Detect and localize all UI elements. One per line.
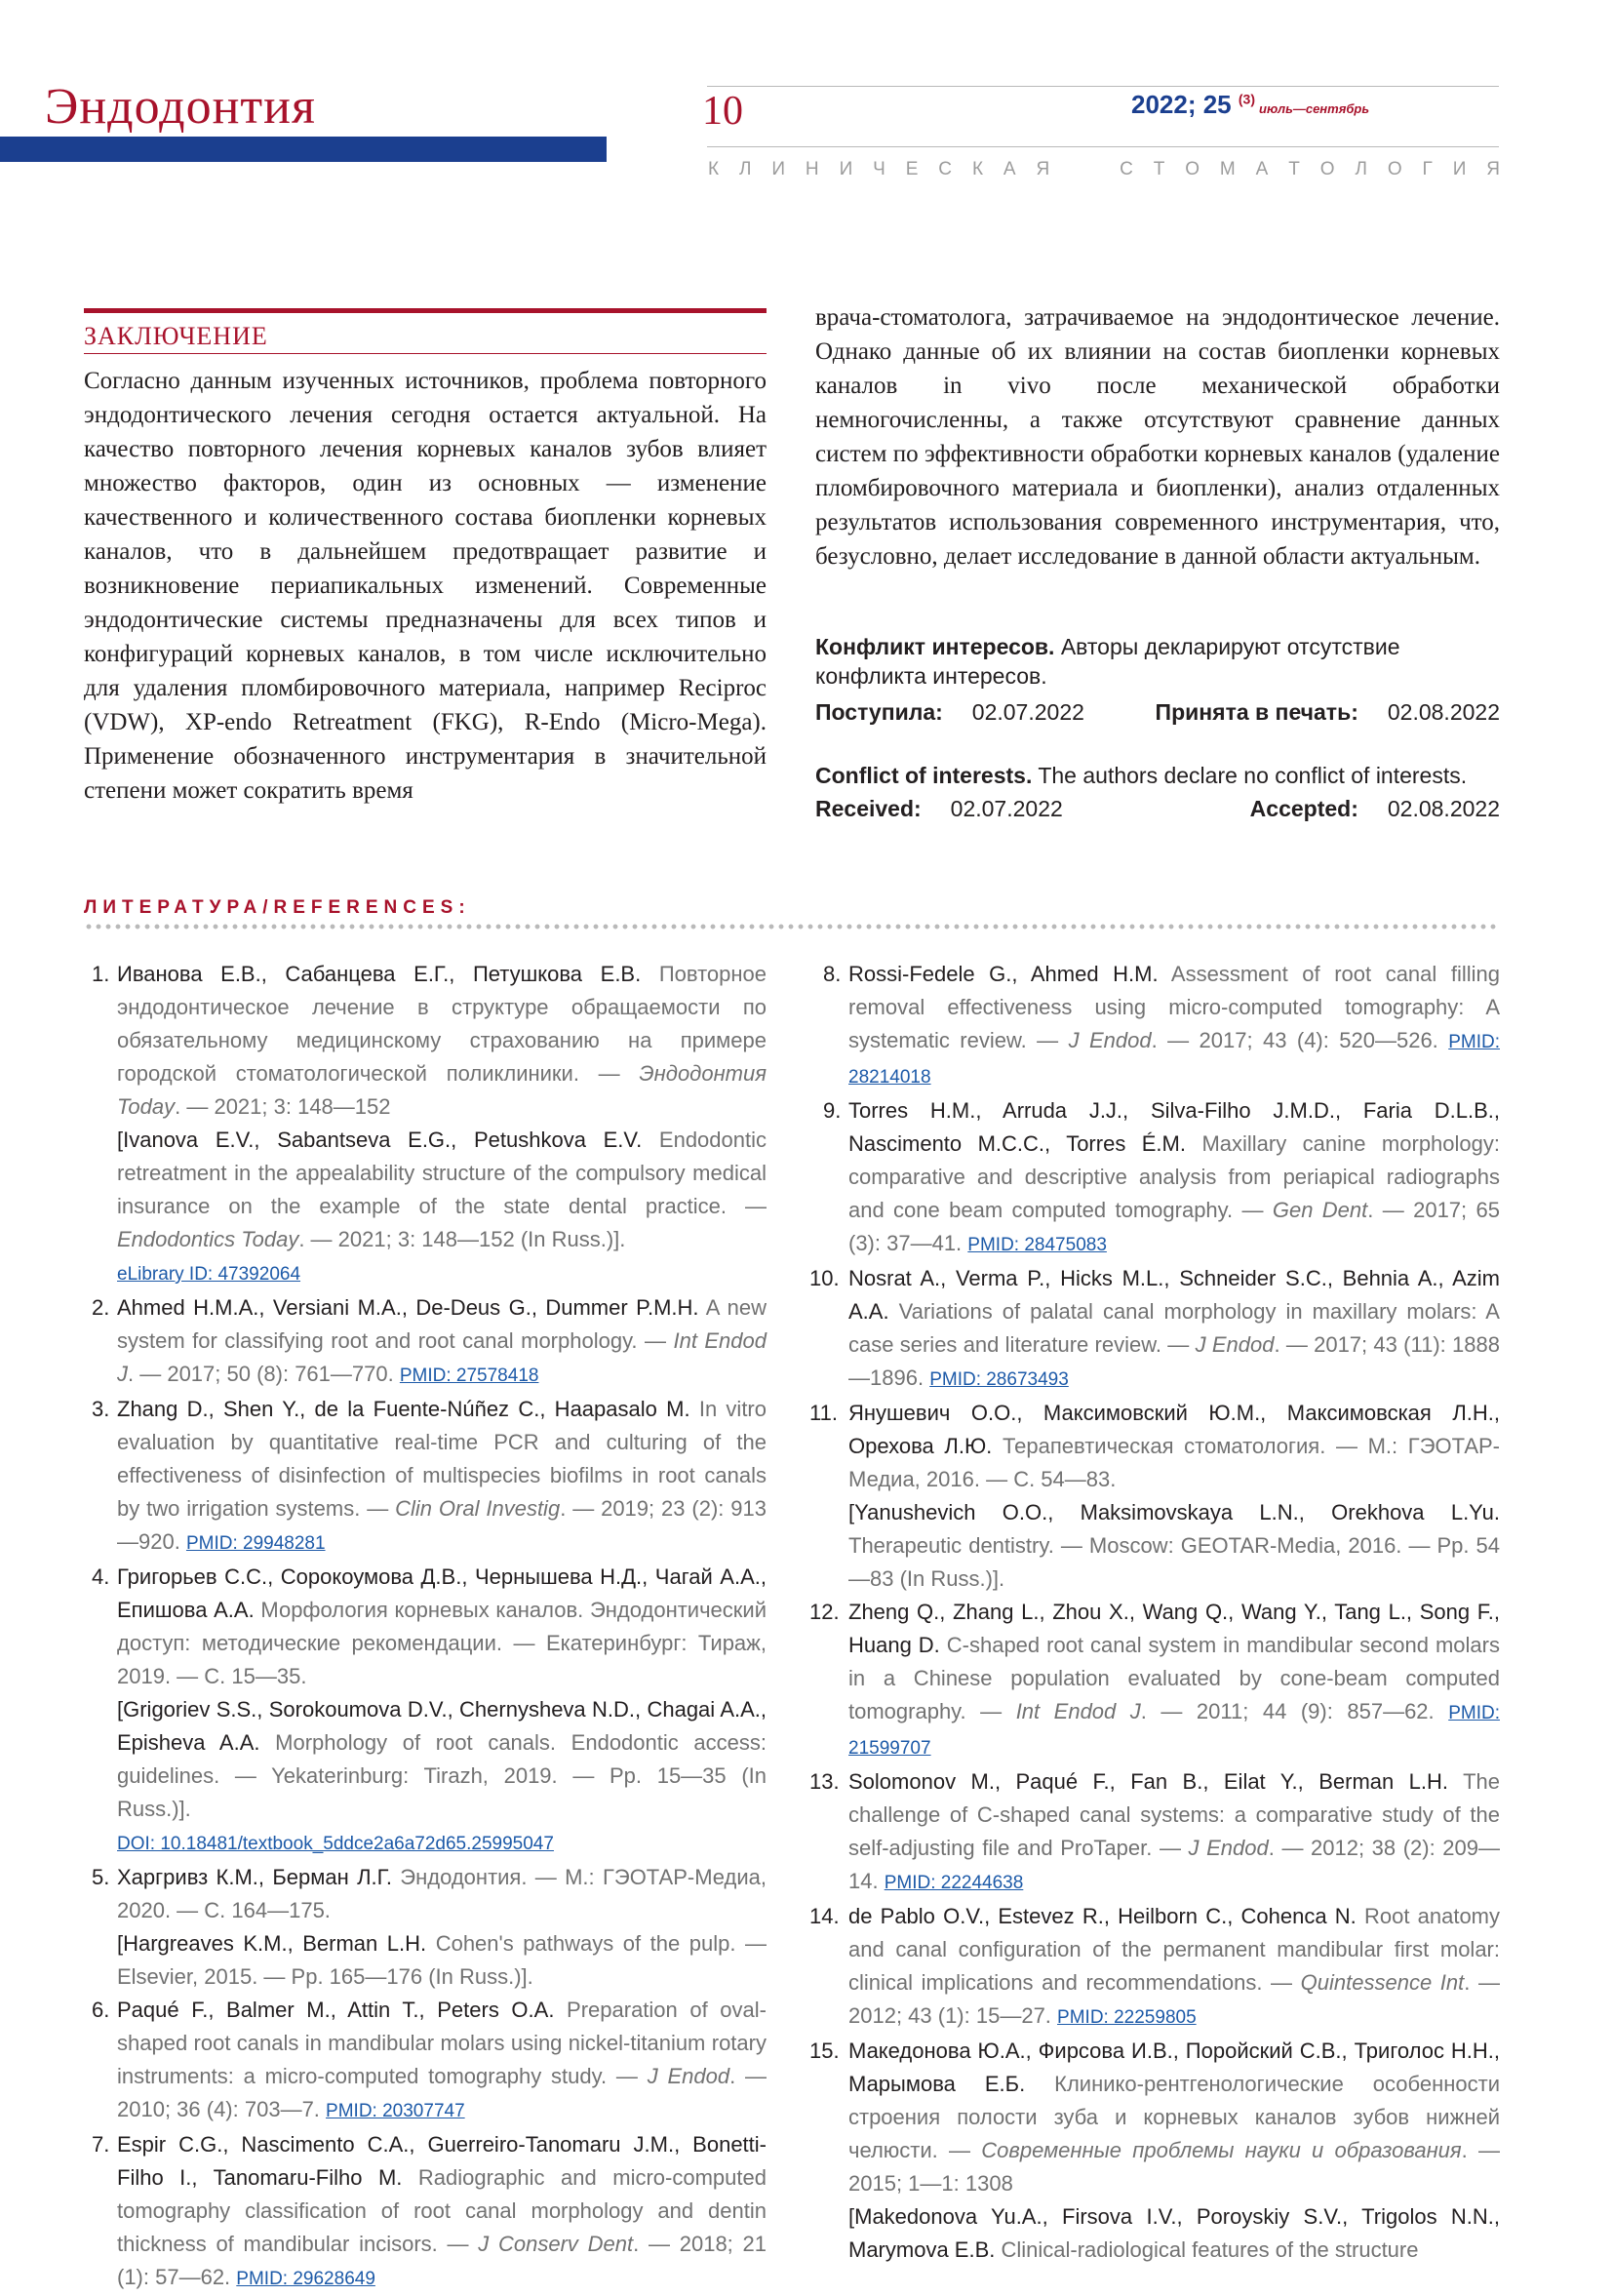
accepted-en [1250,794,1500,823]
reference-item [84,2128,767,2296]
conflict-en-text: The authors declare no conflict of interests. [1038,763,1468,788]
reference-source: Эндодонтия Today [117,1061,767,1119]
reference-number: 12. [809,1600,840,1624]
references-dotted-divider [84,923,1500,930]
reference-details: . — 2011; 44 (9): 857—62. [1140,1699,1435,1723]
reference-authors: Македонова Ю.А., Фирсова И.В., Поройский С.В., Триголос Н.Н., Марымова Е.Б. [848,2039,1500,2096]
issue-number: (3) [1238,91,1256,107]
reference-english-authors: [Ivanova E.V., Sabantseva E.G., Petushkova E.V. [117,1128,643,1152]
journal-name-letter: Л [738,159,752,179]
reference-number: 3. [92,1397,110,1421]
conflict-of-interest-en [815,761,1500,790]
reference-details: . — 2012; 43 (1): 15—27. [848,1970,1500,2028]
reference-link[interactable]: PMID: 29948281 [185,1533,326,1554]
page-number: 10 [702,89,743,134]
received-en-label: Received: [815,796,922,821]
reference-source: Clin Oral Investig [395,1496,561,1521]
reference-source: J Conserv Dent [478,2232,634,2256]
reference-english-authors: [Makedonova Yu.A., Firsova I.V., Poroyskiy S.V., Trigolos N.N., Marymova E.B. [848,2204,1500,2262]
reference-title: Морфология корневых каналов. Эндодонтический доступ: методические рекомендации. — Екатеринбург: Тираж, 2019. — С. 15—35. [117,1598,767,1688]
received-ru-date: 02.07.2022 [971,699,1084,725]
reference-link[interactable]: PMID: 29628649 [236,2269,375,2289]
received-en [815,794,1063,823]
reference-authors: Torres H.M., Arruda J.J., Silva-Filho J.M.D., Faria D.L.B., Nascimento M.C.C., Torres É.M. [848,1098,1500,1156]
reference-english [117,1693,767,1826]
header-accent-bar [0,137,607,162]
conflict-of-interest-ru [815,632,1500,691]
reference-source: Gen Dent [1272,1198,1368,1222]
reference-english-title: Endodontic retreatment in the appealability structure of the compulsory medical insurance on the example of the state dental practice. — [117,1128,767,1218]
reference-authors: Григорьев С.С., Сорокоумова Д.В., Чернышева Н.Д., Чагай А.А., Епишова А.А. [117,1564,767,1622]
journal-name-letter: Ч [873,159,885,179]
reference-authors: Rossi-Fedele G., Ahmed H.M. [848,962,1159,986]
reference-item [809,1900,1501,2035]
reference-source: Современные проблемы науки и образования [981,2138,1462,2162]
reference-link[interactable]: PMID: 22259805 [1057,2007,1197,2028]
reference-english [848,2200,1500,2267]
reference-item [809,1397,1501,1596]
reference-source: Int Endod J [1015,1699,1141,1723]
reference-item [815,1094,1500,1262]
header-top-rule [707,86,1499,87]
journal-name [708,159,1500,180]
journal-name-letter: А [1255,159,1269,179]
reference-number: 4. [92,1564,110,1589]
journal-name-letter: Т [1288,159,1300,179]
reference-item [809,1765,1500,1900]
reference-number: 15. [809,2039,840,2063]
reference-title: Assessment of root canal filling removal effectiveness using micro-computed tomography: A systematic review. — [848,962,1500,1052]
reference-link[interactable]: eLibrary ID: 47392064 [117,1264,301,1285]
reference-details: . — 2017; 43 (4): 520—526. [1151,1028,1438,1052]
reference-item [84,958,767,1291]
reference-details: . — 2017; 65 (3): 37—41. [848,1198,1500,1255]
received-ru [815,697,1084,727]
reference-link[interactable]: PMID: 20307747 [326,2101,465,2121]
reference-title: Терапевтическая стоматология. — М.: ГЭОТАР-Медиа, 2016. — С. 54—83. [848,1434,1501,1491]
reference-item [815,958,1500,1094]
reference-title: Variations of palatal canal morphology in maxillary molars: A case series and literature review. — [848,1299,1500,1357]
journal-name-letter: О [1185,159,1200,179]
reference-english [848,1496,1500,1596]
journal-name-letter: Г [1422,159,1433,179]
reference-source: J Endod [1068,1028,1152,1052]
reference-title: Эндодонтия. — М.: ГЭОТАР-Медиа, 2020. — С. 164—175. [117,1865,767,1922]
reference-authors: Ahmed H.M.A., Versiani M.A., De-Deus G., Dummer P.M.H. [117,1295,699,1320]
reference-number: 11. [809,1401,838,1425]
journal-name-letter: С [938,159,953,179]
reference-source: J Endod [1188,1836,1269,1860]
reference-number: 6. [92,1998,110,2022]
reference-item [809,2035,1501,2267]
reference-authors: Espir C.G., Nascimento C.A., Guerreiro-Tanomaru J.M., Bonetti-Filho I., Tanomaru-Filho M. [117,2132,767,2190]
reference-title: Клинико-рентгенологические особенности строения полости зуба и корневых каналов зубов нижней челюсти. — [848,2072,1500,2162]
reference-number: 10. [809,1266,840,1290]
accepted-ru [1156,697,1500,727]
reference-source: J Endod [1195,1332,1275,1357]
journal-name-letter: А [1003,159,1016,179]
reference-link[interactable]: PMID: 22244638 [884,1873,1024,1893]
reference-details: . — 2017; 43 (11): 1888—1896. [848,1332,1500,1390]
accepted-ru-label: Принята в печать: [1155,699,1358,725]
journal-name-letter: М [1219,159,1236,179]
reference-english-title: Cohen's pathways of the pulp. — Elsevier, 2015. — Pp. 165—176 (In Russ.)]. [117,1931,767,1989]
conflict-en-label: Conflict of interests. [815,763,1033,788]
reference-details: . — 2019; 23 (2): 913—920. [117,1496,767,1554]
reference-details: . — 2021; 3: 148—152 [175,1094,391,1119]
journal-name-letter: Л [1355,159,1367,179]
reference-title: Root anatomy and canal configuration of the permanent mandibular first molar: clinical implications and recommendations. — [848,1904,1501,1995]
reference-number: 2. [92,1295,110,1320]
reference-title: Maxillary canine morphology: comparative and descriptive analysis from periapical radiographs and cone beam computed tomography. — [848,1131,1500,1222]
journal-name-letter [1070,159,1099,180]
reference-item [84,1291,767,1393]
reference-title: Radiographic and micro-computed tomography classification of root canal morphology and dentin thickness of mandibular incisors. — [117,2165,767,2256]
journal-name-letter: И [1452,159,1467,179]
reference-number: 1. [92,962,110,986]
reference-source: Quintessence Int [1300,1970,1465,1995]
reference-english-title: Clinical-radiological features of the structure [1001,2237,1419,2262]
reference-title: A new system for classifying root and root canal morphology. — [117,1295,767,1353]
reference-link[interactable]: PMID: 21599707 [848,1703,1500,1759]
reference-source: J Endod [647,2064,730,2088]
reference-authors: Zheng Q., Zhang L., Zhou X., Wang Q., Wang Y., Tang L., Song F., Huang D. [848,1600,1500,1657]
reference-details: . — 2010; 36 (4): 703—7. [117,2064,767,2121]
journal-name-letter: И [771,159,786,179]
journal-name-letter: И [839,159,853,179]
reference-link[interactable]: PMID: 28214018 [848,1032,1500,1088]
reference-link[interactable]: PMID: 28475083 [967,1235,1107,1255]
accepted-en-label: Accepted: [1249,796,1358,821]
journal-name-letter: Н [805,159,819,179]
reference-number: 13. [809,1769,840,1794]
accepted-ru-date: 02.08.2022 [1387,699,1500,725]
reference-details: . — 2018; 21 (1): 57—62. [117,2232,767,2289]
issue-months: июль—сентябрь [1259,101,1370,116]
reference-number: 7. [92,2132,110,2157]
reference-link[interactable]: DOI: 10.18481/textbook_5ddce2a6a72d65.25995047 [117,1834,554,1854]
reference-item [84,1861,767,1994]
reference-title: The challenge of C-shaped canal systems: a comparative study of the self-adjusting file and ProTaper. — [848,1769,1500,1860]
reference-source: Int Endod J [117,1328,767,1386]
reference-authors: Paqué F., Balmer M., Attin T., Peters O.A. [117,1998,555,2022]
journal-name-letter: К [971,159,984,179]
journal-name-letter: Я [1036,159,1050,179]
received-ru-label: Поступила: [815,699,943,725]
journal-name-letter: Т [1153,159,1165,179]
conflict-ru-label: Конфликт интересов. [815,634,1055,659]
reference-english [117,1124,767,1256]
reference-title: C-shaped root canal system in mandibular second molars in a Chinese population evaluated by cone-beam computed tomography. — [848,1633,1500,1723]
conclusion-text-left: Согласно данным изученных источников, проблема повторного эндодонтического лечения сегодня остается актуальной. На качество повторного лечения корневых каналов зубов влияет множество факторов, один из основных — изменение качественного и количественного состава биопленки корневых каналов, что в дальнейшем предотвращает развитие и возникновение периапикальных изменений. Современные эндодонтические системы предназначены для всех типов и конфигураций корневых каналов, в том числе исключительно для удаления пломбировочного материала, например Reciproc (VDW), XP-endo Retreatment (FKG), R-Endo (Micro-Mega). Применение обозначенного инструментария в значительной степени может сократить время [84,368,767,804]
journal-name-letter: С [1120,159,1133,179]
conclusion-heading-underline [84,353,767,354]
dates-en [815,794,1500,823]
references-heading: ЛИТЕРАТУРА/REFERENCES: [84,897,471,918]
reference-authors: Харгривз К.М., Берман Л.Г. [117,1865,392,1889]
journal-name-letter: Я [1486,159,1500,179]
issue-year-volume: 2022; 25 [1131,90,1232,119]
reference-english-authors: [Yanushevich O.O., Maksimovskaya L.N., Orekhova L.Yu. [848,1500,1500,1524]
journal-name-letter: О [1319,159,1335,179]
reference-item [809,1596,1500,1765]
reference-english-authors: [Hargreaves K.M., Berman L.H. [117,1931,427,1956]
reference-english-title: Morphology of root canals. Endodontic access: guidelines. — Yekaterinburg: Tirazh, 2019. — Pp. 15—35 (In Russ.)]. [117,1730,767,1821]
reference-item [84,1393,767,1561]
reference-details: . — 2017; 50 (8): 761—770. [128,1362,394,1386]
reference-authors: Nosrat A., Verma P., Hicks M.L., Schneider S.C., Behnia A., Azim A.A. [848,1266,1500,1324]
reference-item [84,1994,767,2128]
reference-authors: Иванова Е.В., Сабанцева Е.Г., Петушкова Е.В. [117,962,642,986]
reference-details: . — 2015; 1—1: 1308 [848,2138,1501,2196]
header-bottom-rule [707,146,1499,147]
reference-title: In vitro evaluation by quantitative real-time PCR and culturing of the effectiveness of disinfection of multispecies biofilms in root canals by two irrigation systems. — [117,1397,767,1521]
conflict-ru-text: Авторы декларируют отсутствие конфликта интересов. [815,634,1400,689]
journal-name-letter: Е [905,159,919,179]
dates-ru [815,697,1500,727]
reference-item [809,1262,1500,1397]
received-en-date: 02.07.2022 [950,796,1063,821]
reference-item [84,1561,767,1861]
reference-english-authors: [Grigoriev S.S., Sorokoumova D.V., Chernysheva N.D., Chagai A.A., Episheva A.A. [117,1697,767,1755]
journal-name-letter: К [708,159,720,179]
reference-details: . — 2012; 38 (2): 209—14. [848,1836,1500,1893]
reference-title: Preparation of oval-shaped root canals in mandibular molars using nickel-titanium rotary instruments: a micro-computed tomography study. — [117,1998,767,2088]
reference-link[interactable]: PMID: 28673493 [929,1369,1069,1390]
reference-authors: Zhang D., Shen Y., de la Fuente-Núñez C., Haapasalo M. [117,1397,690,1421]
reference-number: 14. [809,1904,840,1928]
references-left-column [84,958,767,2296]
journal-name-letter: О [1387,159,1402,179]
conclusion-top-rule [84,308,767,313]
reference-title: Повторное эндодонтическое лечение в структуре обращаемости по обязательному медицинскому страхованию на примере городской стоматологической поликлиники. — [117,962,767,1086]
reference-authors: de Pablo O.V., Estevez R., Heilborn C., Cohenca N. [848,1904,1357,1928]
reference-link[interactable]: PMID: 27578418 [399,1366,539,1386]
reference-english-details: . — 2021; 3: 148—152 (In Russ.)]. [298,1227,626,1251]
section-title: Эндодонтия [45,79,316,135]
reference-english-title: Therapeutic dentistry. — Moscow: GEOTAR-Media, 2016. — Pp. 54—83 (In Russ.)]. [848,1533,1500,1591]
conclusion-text-right: врача-стоматолога, затрачиваемое на эндодонтическое лечение. Однако данные об их влиянии на состав биопленки корневых каналов in vivo после механической обработки немногочисленны, а также отсутствуют сравнение данных систем по эффективности обработки корневых каналов (удаление пломбировочного материала и биопленки), анализ отдаленных результатов использования современного инструментария, что, безусловно, делает исследование в данной области актуальным. [815,304,1500,570]
issue-info [1131,90,1369,120]
reference-authors: Янушевич О.О., Максимовский Ю.М., Максимовская Л.Н., Орехова Л.Ю. [848,1401,1500,1458]
accepted-en-date: 02.08.2022 [1387,796,1500,821]
reference-english [117,1927,767,1994]
references-right-column [809,958,1501,2267]
reference-english-source: Endodontics Today [117,1227,299,1251]
reference-number: 5. [92,1865,110,1889]
reference-authors: Solomonov M., Paqué F., Fan B., Eilat Y., Berman L.H. [848,1769,1449,1794]
conclusion-heading: ЗАКЛЮЧЕНИЕ [84,322,268,350]
reference-number: 9. [823,1098,842,1123]
reference-number: 8. [823,962,842,986]
